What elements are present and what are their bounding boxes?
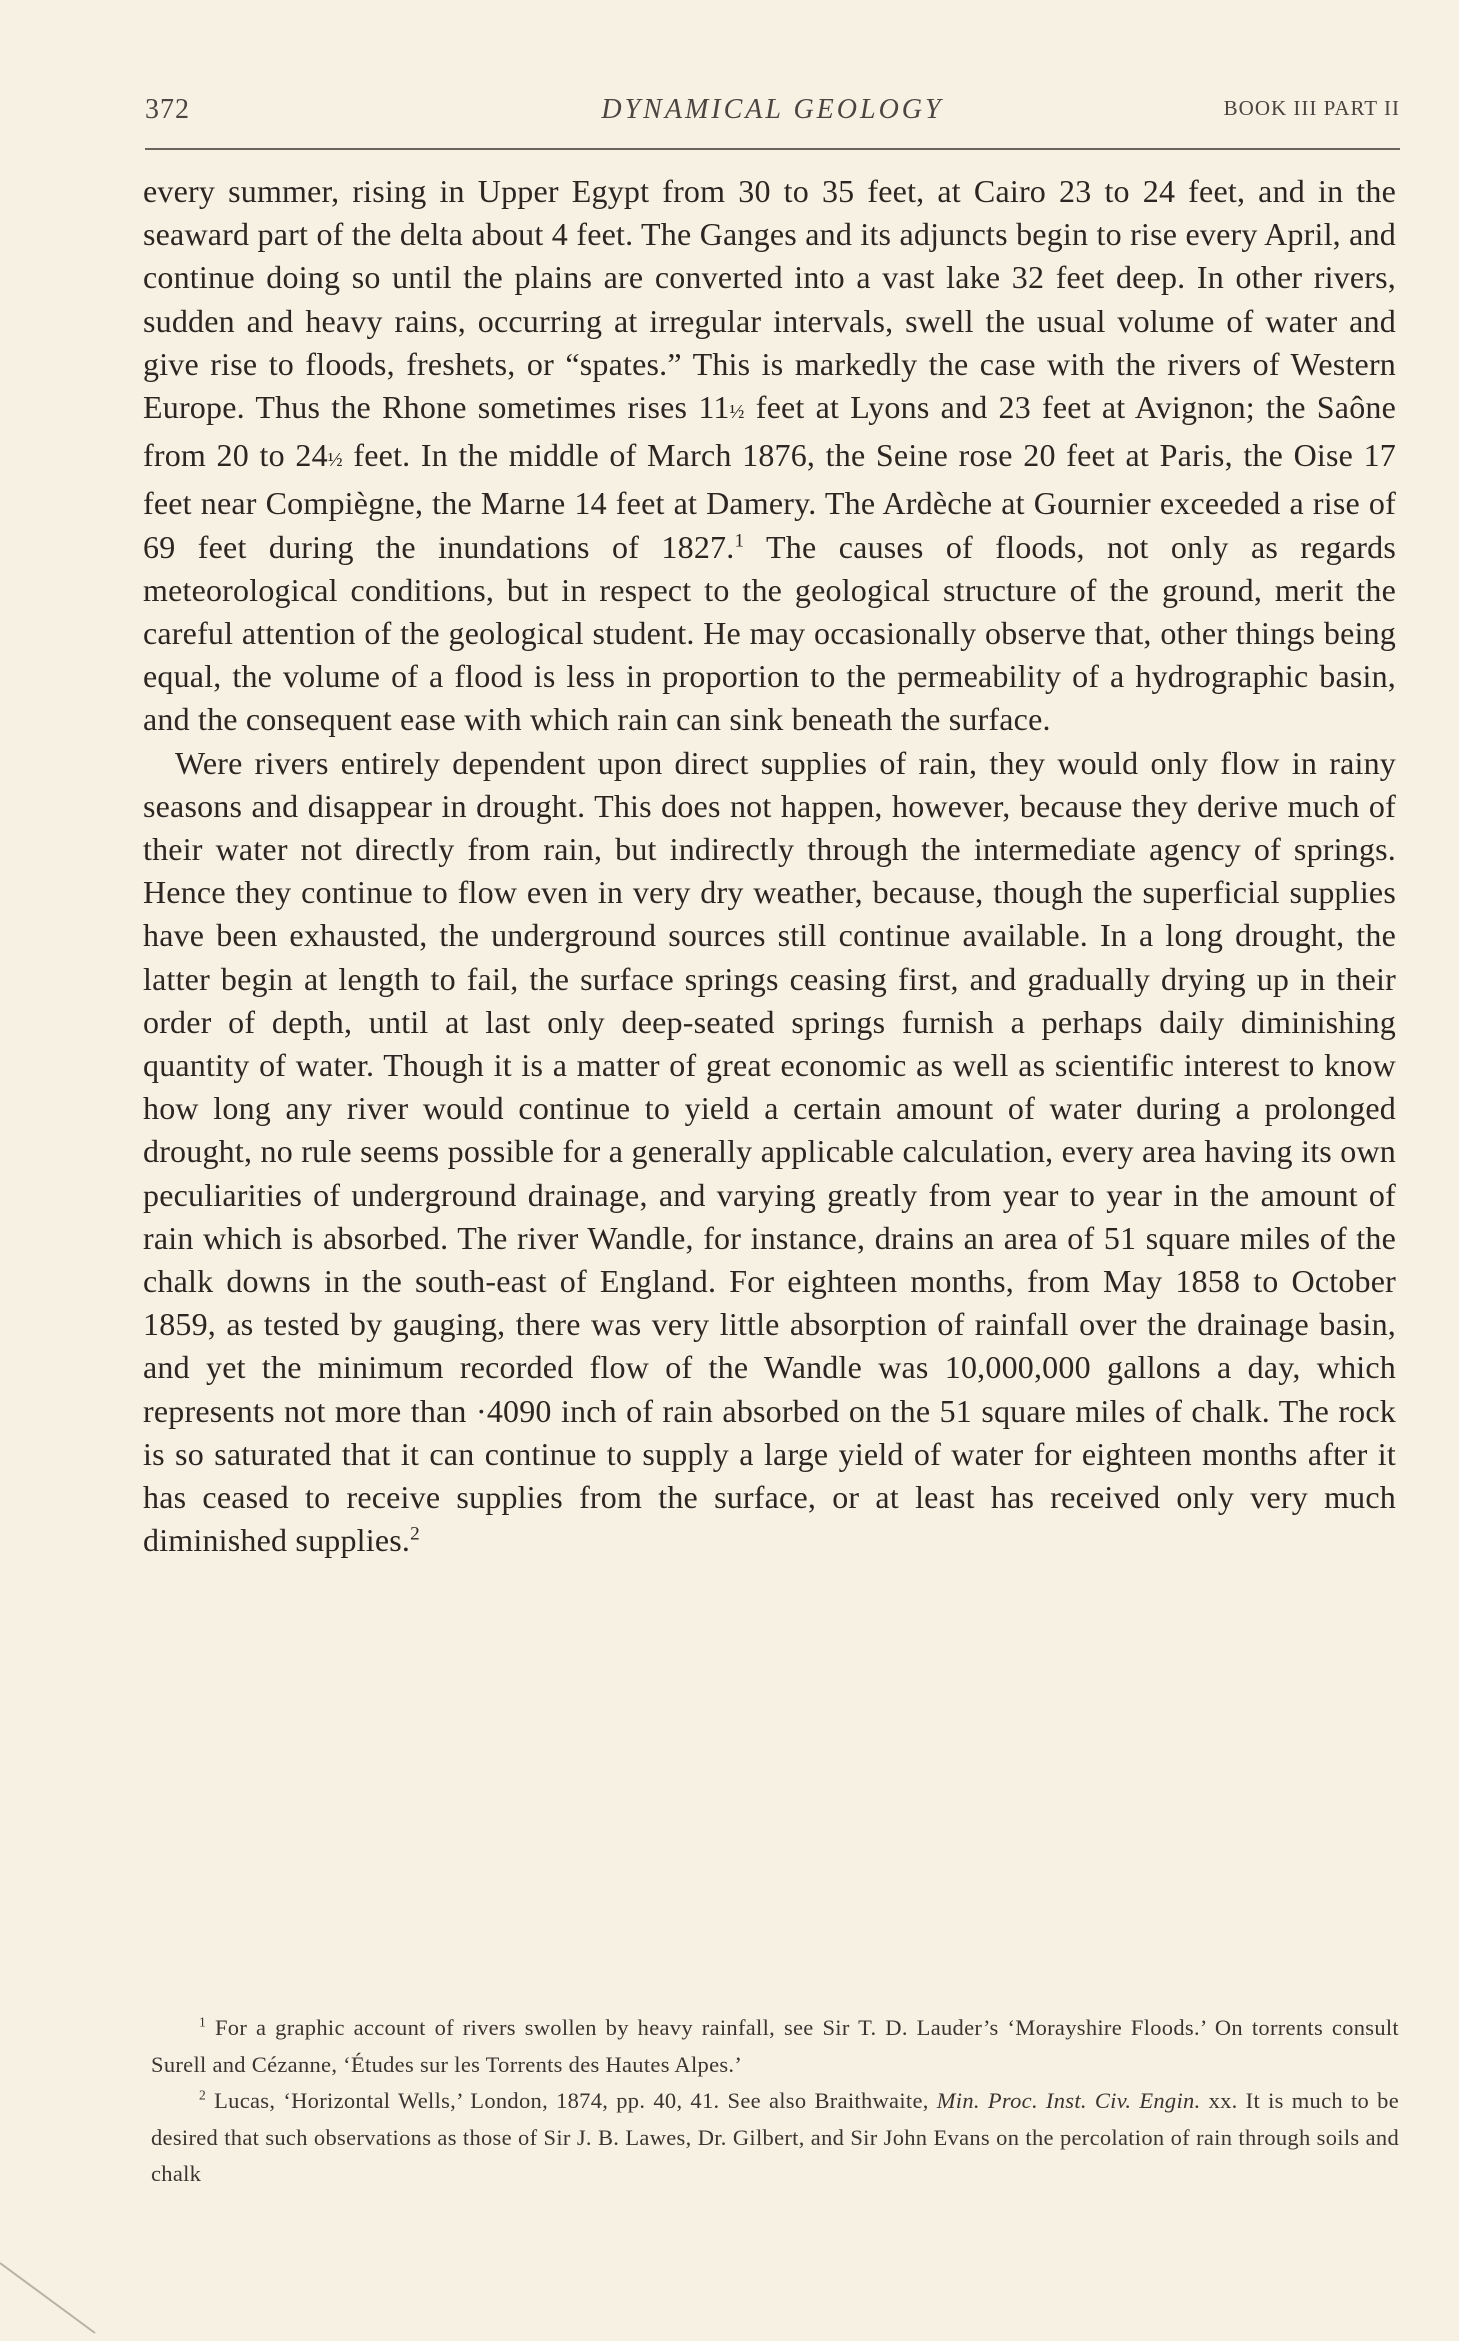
body-text (143, 170, 1396, 1563)
paragraph-springs: Were rivers entirely dependent upon direct supplies of rain, they would only flow in rainy seasons and disappear in drought. This does not happen, however, because they derive much of their water not directly from rain, but indirectly through the intermediate agency of springs. Hence they continue to flow even in very dry weather, because, though the superficial supplies have been exhausted, the underground sources still continue available. In a long drought, the latter begin at length to fail, the surface springs ceasing first, and gradually drying up in their order of depth, until at last only deep-seated springs furnish a perhaps daily diminishing quantity of water. Though it is a matter of great economic as well as scientific interest to know how long any river would continue to yield a certain amount of water during a prolonged drought, no rule seems possible for a generally applicable calculation, every area having its own peculiarities of underground drainage, and varying greatly from year to year in the amount of rain which is absorbed. The river Wandle, for instance, drains an area of 51 square miles of the chalk downs in the south-east of England. For eighteen months, from May 1858 to October 1859, as tested by gauging, there was very little absorption of rainfall over the drainage basin, and yet the minimum recorded flow of the Wandle was 10,000,000 gallons a day, which represents not more than ·4090 inch of rain absorbed on the 51 square miles of chalk. The rock is so saturated that it can continue to supply a large yield of water for eighteen months after it has ceased to receive supplies from the surface, or at least has received only very much diminished supplies.$^2$ (143, 744, 1396, 1559)
footnote-mark-2: 2 (199, 2087, 207, 2103)
footnotes (151, 2010, 1399, 2193)
fraction-half: ½ (327, 449, 343, 472)
footnote-2: $^2$ Lucas, ‘Horizontal Wells,’ London, 1874, pp. 40, 41. See also Braithwaite, Min. Proc. Inst. Civ. Engin. xx. It is much to be desired that such observations as those of Sir J. B. Lawes, Dr. Gilbert, and Sir John Evans on the percolation of rain through soils and chalk (151, 2087, 1399, 2186)
header-rule (145, 148, 1400, 150)
footnote-ref-1[interactable]: 1 (734, 529, 745, 551)
book-part-label: BOOK III PART II (1223, 96, 1400, 120)
footnote-1: $^1$ For a graphic account of rivers swollen by heavy rainfall, see Sir T. D. Lauder’s ‘Morayshire Floods.’ On torrents consult Surell and Cézanne, ‘Études sur les Torrents des Hautes Alpes.’ (151, 2014, 1399, 2077)
running-title: DYNAMICAL GEOLOGY (601, 94, 944, 125)
footnote-ref-2[interactable]: 2 (410, 1523, 420, 1545)
journal-title: Min. Proc. Inst. Civ. Engin. (936, 2088, 1201, 2113)
footnote-mark-1: 1 (199, 2014, 207, 2030)
fraction-half: ½ (729, 401, 745, 424)
page-corner-mark (0, 2238, 140, 2341)
running-header (145, 88, 1400, 136)
paragraph-floods: every summer, rising in Upper Egypt from 30 to 35 feet, at Cairo 23 to 24 feet, and in the seaward part of the delta about 4 feet. The Ganges and its adjuncts begin to rise every April, and continue doing so until the plains are converted into a vast lake 32 feet deep. In other rivers, sudden and heavy rains, occurring at irregular intervals, swell the usual volume of water and give rise to floods, freshets, or “spates.” This is markedly the case with the rivers of Western Europe. Thus the Rhone sometimes rises 11½ feet at Lyons and 23 feet at Avignon; the Saône from 20 to 24½ feet. In the middle of March 1876, the Seine rose 20 feet at Paris, the Oise 17 feet near Compiègne, the Marne 14 feet at Damery. The Ardèche at Gournier exceeded a rise of 69 feet during the inundations of 1827.$^1$ The causes of floods, not only as regards meteorological conditions, but in respect to the geological structure of the ground, merit the careful attention of the geological student. He may occasionally observe that, other things being equal, the volume of a flood is less in proportion to the permeability of a hydrographic basin, and the consequent ease with which rain can sink beneath the surface. (143, 173, 1397, 738)
page-number: 372 (145, 94, 190, 125)
